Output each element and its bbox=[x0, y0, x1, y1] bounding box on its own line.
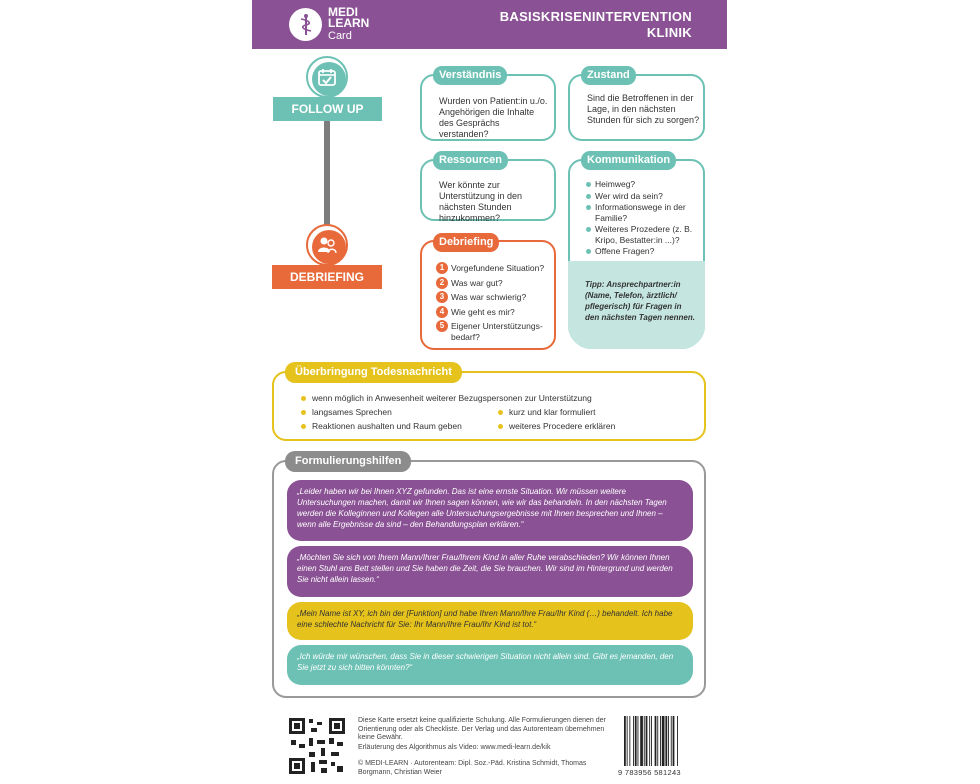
verstaendnis-tag: Verständnis bbox=[433, 66, 507, 85]
debriefing-icon-ring bbox=[306, 224, 348, 266]
debriefing-box bbox=[420, 240, 556, 350]
barcode-icon bbox=[622, 716, 702, 766]
header bbox=[252, 0, 727, 49]
kommunikation-list bbox=[586, 179, 704, 258]
list-item: Wer wird da sein? bbox=[586, 191, 704, 202]
todesnachricht-tag: Überbringung Todesnachricht bbox=[285, 362, 462, 383]
ressourcen-text: Wer könnte zur Unterstützung in den nächsten Stunden hinzukommen? bbox=[439, 180, 523, 223]
list-item: Offene Fragen? bbox=[586, 246, 704, 257]
kommunikation-tag: Kommunikation bbox=[581, 151, 676, 170]
logo-subtitle: Card bbox=[328, 30, 352, 42]
list-item: 1 Vorgefundene Situation? bbox=[436, 263, 554, 274]
quote-3: „Mein Name ist XY, ich bin der [Funktion] und habe Ihren Mann/Ihre Frau/Ihr Kind (…) behandelt. Ich habe eine schlechte Nachricht für Sie: Ihr Mann/Ihre Frau/Ihr Kind ist tot.“ bbox=[287, 602, 693, 640]
list-item: Informationswege in der Familie? bbox=[586, 202, 704, 223]
debriefing-list bbox=[436, 263, 554, 346]
page-title: BASISKRISENINTERVENTION KLINIK bbox=[499, 9, 692, 40]
follow-up-label: FOLLOW UP bbox=[273, 97, 382, 121]
list-item: 2 Was war gut? bbox=[436, 278, 554, 289]
debriefing-label: DEBRIEFING bbox=[272, 265, 382, 289]
qr-code-icon bbox=[287, 716, 347, 776]
footer-credits: © MEDI-LEARN · Autorenteam: Dipl. Soz.-Päd. Kristina Schmidt, Thomas Borgmann, Christian Weier bbox=[358, 760, 587, 776]
list-item: 3 Was war schwierig? bbox=[436, 292, 554, 303]
todesnachricht-box: wenn möglich in Anwesenheit weiterer Bezugspersonen zur Unterstützung langsames Sprechen Reaktionen aushalten und Raum geben kurz und klar formuliert weiteres Procedere erklären bbox=[272, 371, 706, 441]
zustand-tag: Zustand bbox=[581, 66, 636, 85]
verstaendnis-text: Wurden von Patient:in u./o. Angehörigen die Inhalte des Gesprächs verstanden? bbox=[439, 96, 548, 139]
barcode-number: 9 783956 581243 bbox=[618, 768, 681, 777]
formulierungshilfen-tag: Formulierungshilfen bbox=[285, 451, 411, 472]
logo-icon bbox=[289, 8, 322, 41]
tipp-text: Tipp: Ansprechpartner:in (Name, Telefon, ärztlich/ pflegerisch) für Fragen in den nächsten Tagen nennen. bbox=[585, 280, 695, 322]
list-item: 5 Eigener Unterstützungs-bedarf? bbox=[436, 321, 554, 342]
list-item: Weiteres Prozedere (z. B. Kripo, Bestatter:in ...)? bbox=[586, 224, 704, 245]
footer-disclaimer: Diese Karte ersetzt keine qualifizierte Schulung. Alle Formulierungen dienen der Orientierung oder als Checkliste. Der Verlag und das Autorenteam übernehmen keine Gewähr. bbox=[358, 717, 606, 741]
ressourcen-tag: Ressourcen bbox=[433, 151, 508, 170]
footer-video-link[interactable]: Erläuterung des Algorithmus als Video: www.medi-learn.de/kik bbox=[358, 744, 551, 751]
calendar-check-icon bbox=[316, 66, 338, 88]
list-item: 4 Wie geht es mir? bbox=[436, 307, 554, 318]
zustand-text: Sind die Betroffenen in der Lage, in den nächsten Stunden für sich zu sorgen? bbox=[587, 93, 700, 125]
list-item: Heimweg? bbox=[586, 179, 704, 190]
tipp-panel bbox=[568, 261, 705, 349]
card bbox=[252, 0, 727, 784]
quote-4: „Ich würde mir wünschen, dass Sie in dieser schwierigen Situation nicht allein sind. Gibt es jemanden, den Sie jetzt zu sich bitten könnten?“ bbox=[287, 645, 693, 685]
quote-1: „Leider haben wir bei Ihnen XYZ gefunden. Das ist eine ernste Situation. Wir müssen weitere Untersuchungen machen, damit wir Ihnen sagen können, wie wir das behandeln. In den nächsten Tagen werden die Kolleginnen und Kollegen alle Untersuchungsergebnisse mit Ihnen besprechen und Ihnen – wenn alle Ergebnisse da sind – den Behandlungsplan erklären.“ bbox=[287, 480, 693, 541]
follow-up-icon-ring bbox=[306, 56, 348, 98]
people-icon bbox=[316, 234, 338, 256]
kommunikation-box bbox=[568, 159, 705, 349]
debriefing-tag: Debriefing bbox=[433, 233, 499, 252]
logo-text: MEDI LEARN bbox=[328, 5, 370, 30]
quote-2: „Möchten Sie sich von Ihrem Mann/Ihrer Frau/Ihrem Kind in aller Ruhe verabschieden? Wir können Ihnen einen Stuhl ans Bett stellen und Sie haben die Zeit, die Sie brauchen. Wir sind im Hintergrund und werden Sie nicht allein lassen.“ bbox=[287, 546, 693, 597]
